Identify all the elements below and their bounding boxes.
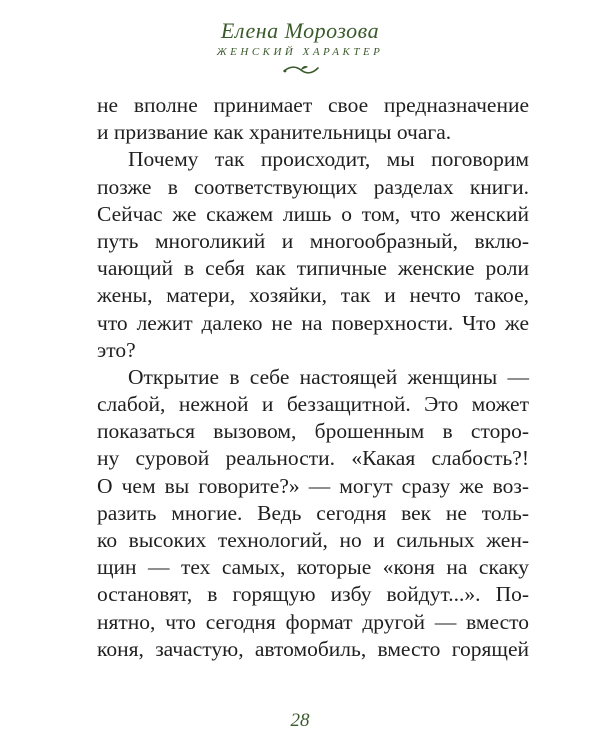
running-header-title: ЖЕНСКИЙ ХАРАКТЕР: [216, 46, 384, 58]
text-line: ко высоких технологий, но и сильных жен-: [97, 528, 529, 552]
text-line: ну суровой реальности. «Какая слабость?!: [97, 446, 529, 471]
text-line: чающий в себя как типичные женские роли: [97, 256, 529, 281]
flourish-ornament-icon: [282, 63, 320, 77]
page-number: 28: [290, 710, 310, 731]
text-line: О чем вы говорите?» — могут сразу же воз-: [97, 473, 529, 498]
text-line: остановят, в горящую избу войдут...». По-: [97, 582, 529, 607]
text-line: слабой, нежной и беззащитной. Это может: [97, 392, 529, 417]
text-line: Сейчас же скажем лишь о том, что женский: [97, 201, 529, 226]
text-line: коня, зачастую, автомобиль, вместо горящей: [97, 636, 529, 661]
text-line: щин — тех самых, которые «коня на скаку: [97, 555, 529, 580]
text-line: нятно, что сегодня формат другой — вместо: [97, 609, 529, 634]
running-header-author: Елена Морозова: [220, 18, 380, 43]
text-line: позже в соответствующих разделах книги.: [97, 174, 529, 199]
text-line: это?: [97, 337, 136, 362]
text-line: путь многоликий и многообразный, вклю-: [97, 228, 529, 253]
text-line: разить многие. Ведь сегодня век не толь-: [97, 500, 529, 525]
text-line: показаться вызовом, брошенным в сторо-: [97, 419, 529, 444]
body-text: [97, 92, 529, 663]
text-line: что лежит далеко не на поверхности. Что же: [97, 310, 529, 335]
text-line: и призвание как хранительницы очага.: [97, 120, 452, 145]
text-line: не вполне принимает свое предназначение: [97, 93, 529, 117]
text-line: Почему так происходит, мы поговорим: [128, 147, 529, 172]
text-line: Открытие в себе настоящей женщины —: [128, 364, 529, 389]
text-line: жены, матери, хозяйки, так и нечто такое,: [97, 283, 529, 308]
